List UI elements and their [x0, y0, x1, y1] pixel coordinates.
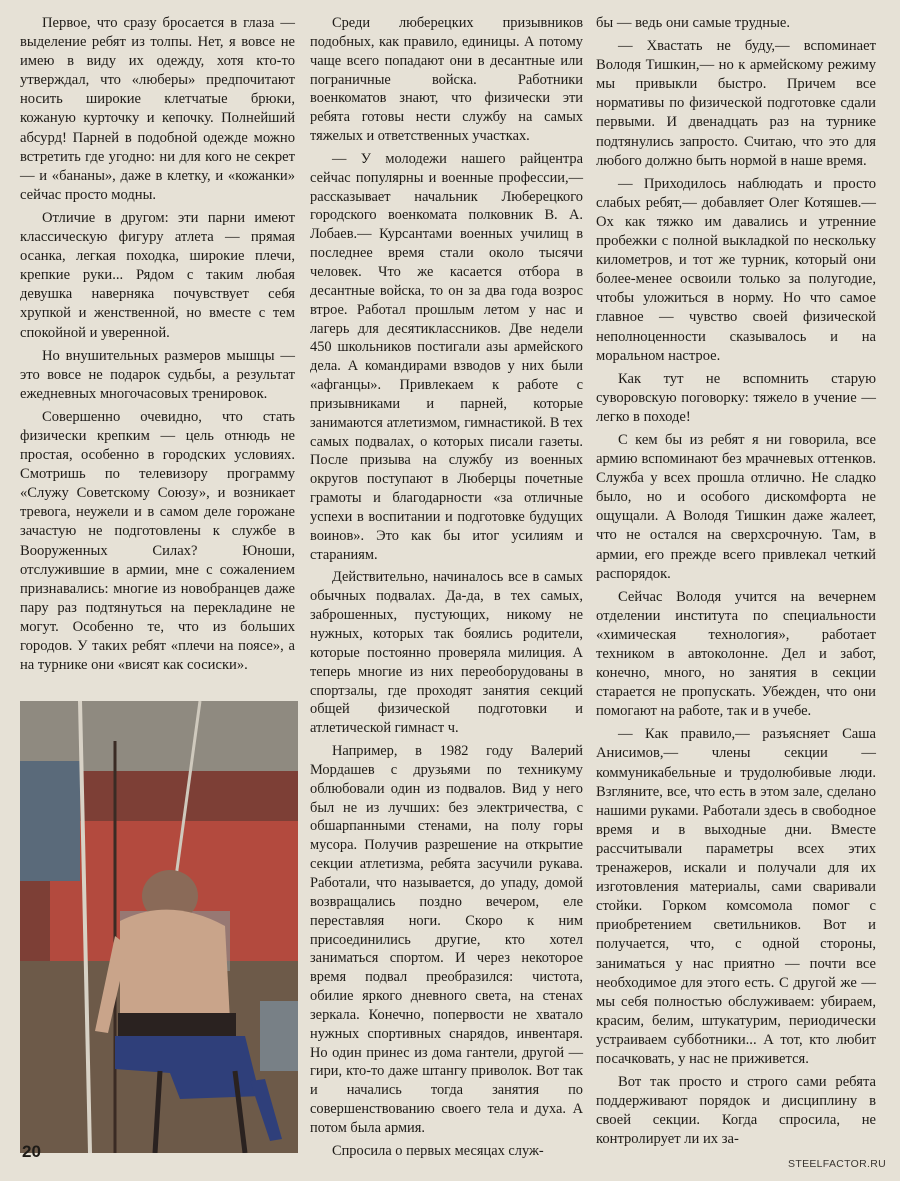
page-number: 20: [22, 1142, 41, 1161]
paragraph: бы — ведь они самые трудные.: [596, 15, 791, 31]
paragraph: Отличие в другом: эти парни имеют классическую фигуру атлета — прямая осанка, легкая походка, широкие плечи, крепкие руки... Рядом с таким любая девушка наверняка почувствует себя хрупкой и женственной, но вместе с тем спокойной и уверенной.: [20, 209, 295, 341]
watermark: STEELFACTOR.RU: [788, 1158, 886, 1170]
gym-photo-illustration: [20, 701, 298, 1153]
paragraph: Вот так просто и строго сами ребята поддерживают порядок и дисциплину в своей секции. Когда спросила, не контролирует ли их за-: [596, 1074, 876, 1148]
paragraph: — Хвастать не буду,— вспоминает Володя Тишкин,— но к армейскому режиму мы привыкли быстро. Причем все нормативы по физической подготовке сдали первыми. И двенадцать раз на турнике подтянулись запросто. Считаю, что это для любого должно быть нормой в наше время.: [596, 38, 876, 169]
column-1: [20, 14, 295, 675]
paragraph: — Приходилось наблюдать и просто слабых ребят,— добавляет Олег Котяшев.— Ох как тяжко им давались и утренние пробежки с полной выкладкой по нескольку километров, и тот же турник, который они более-менее освоили только за полугодие, чтобы уложиться в норму. Но что самое главное — чувство своей физической неполноценности сказывалось и на моральном настрое.: [596, 175, 876, 364]
column-2: [310, 14, 583, 1161]
paragraph: — У молодежи нашего райцентра сейчас популярны и военные профессии,— рассказывает начальник Люберецкого городского военкомата полковник В. А. Лобаев.— Курсантами военных училищ в последнее время стали около тысячи человек. Что же касается отбора в десантные войска, то он за два года возрос втрое. Работал прошлым летом у нас и лагерь для десятиклассников. Две недели 450 школьников постигали азы армейского дела. А командирами взводов у них были «афганцы». Привлекаем к работе с призывниками и парней, которые занимаются атлетизмом, гимнастикой. В тех самых подвалах, о которых писали газеты. После призыва на службу из военных округов поступают в Люберцы почетные грамоты и благодарности «за отличные успехи в воспитании и подготовке будущих воинов». Это как бы итог усилиям и стараниям.: [310, 150, 583, 563]
paragraph: Действительно, начиналось все в самых обычных подвалах. Да-да, в тех самых, заброшенных, пустующих, никому не нужных, которых так боялись родители, которые постоянно проверяла милиция. А теперь многие из них переоборудованы в спортзалы, где проходят занятия секций общей физической подготовки и атлетической гимнаст ч.: [310, 569, 583, 737]
gym-photo: [20, 701, 298, 1153]
column-3: [596, 14, 876, 1149]
paragraph: Спросила о первых месяцах служ-: [332, 1142, 544, 1159]
paragraph: Совершенно очевидно, что стать физически крепким — цель отнюдь не простая, особенно в городских условиях. Смотришь по телевизору программу «Служу Советскому Союзу», и возникает тревога, неужели и в самом деле горожане зачастую не подготовлены к службе в Вооруженных Силах? Юноши, отслужившие в армии, мне с сожалением признавались: многие из новобранцев даже пару раз подтянуться на перекладине не могут. Особенно те, что из больших городов. У таких ребят «плечи на поясе», а на турнике они «висят как сосиски».: [20, 408, 295, 674]
paragraph: Первое, что сразу бросается в глаза — выделение ребят из толпы. Нет, я вовсе не имею в виду их одежду, хотя кто-то утверждал, что «люберы» предпочитают носить широкие клетчатые брюки, кожаную курточку и кепочку. Полнейший абсурд! Парней в подобной одежде можно встретить где угодно: ни для кого не секрет — и «бананы», даже в клетку, и «кожанки» сейчас просто модны.: [20, 15, 295, 203]
paragraph: — Как правило,— разъясняет Саша Анисимов,— члены секции — коммуникабельные и трудолюбивые люди. Взгляните, все, что есть в этом зале, сделано нашими руками. Работали здесь в свободное время и в выходные дни. Вместе рассчитывали параметры всех этих тренажеров, искали и получали для их изготовления материалы, сами сваривали стойки. Горком комсомола помог с приобретением светильников. Вот и получается, что, с одной стороны, заниматься у нас приятно — почти все необходимое для этого есть. С другой же — мы себя полностью обслуживаем: убираем, красим, белим, штукатурим, периодически устраиваем субботники... А тот, кто любит посачковать, у нас не приживется.: [596, 726, 876, 1067]
paragraph: Но внушительных размеров мышцы — это вовсе не подарок судьбы, а результат ежедневных многочасовых тренировок.: [20, 347, 295, 402]
paragraph: Среди люберецких призывников подобных, как правило, единицы. А потому чаще всего попадают они в десантные или пограничные войска. Работники военкоматов знают, что физически эти ребята готовы нести службу на самых тяжелых и ответственных участках.: [310, 15, 583, 145]
paragraph: С кем бы из ребят я ни говорила, все армию вспоминают без мрачневых оттенков. Служба у всех прошла отлично. Не сладко было, но и особого дискомфорта не ощущали. А Володя Тишкин даже жалеет, что не остался на сверхсрочную. Там, в армии, его прежде всего привлекал четкий распорядок.: [596, 431, 876, 582]
paragraph: Как тут не вспомнить старую суворовскую поговорку: тяжело в учение — легко в походе!: [596, 370, 876, 425]
paragraph: Сейчас Володя учится на вечернем отделении института по специальности «химическая технология», работает техником в автоколонне. Дел и забот, конечно, много, но занятия в секции старается не пропускать. Убежден, что они помогают на работе, так и в учебе.: [596, 588, 876, 720]
paragraph: Например, в 1982 году Валерий Мордашев с друзьями по техникуму облюбовали один из подвалов. Вид у него был не из лучших: без электричества, с обшарпанными стенами, на полу горы мусора. Получив разрешение на открытие секции атлетизма, ребята засучили рукава. Работали, что называется, до упаду, домой возвращались поздно вечером, еле переставляя ноги. Скоро к ним присоединились другие, кто хотел заниматься спортом. И через некоторое время подвал преобразился: чистота, обилие яркого дневного света, на стенах зеркала. Конечно, попервости не хватало нужных спортивных снарядов, инвентаря. Но один принес из дома гантели, другой — гири, кто-то даже штангу приволок. Вот так и начались тогда занятия по совершенствованию своего тела и духа. А потом была армия.: [310, 743, 583, 1136]
